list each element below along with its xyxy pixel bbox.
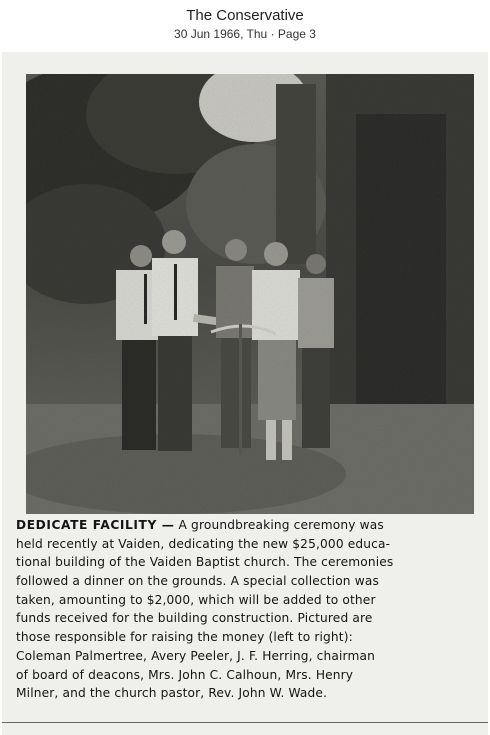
caption-line: Coleman Palmertree, Avery Peeler, J. F. Herring, chairman bbox=[16, 648, 375, 663]
caption-text: A groundbreaking ceremony was bbox=[178, 518, 384, 532]
newspaper-clipping bbox=[2, 52, 488, 735]
caption-line bbox=[16, 516, 486, 535]
caption-headline: DEDICATE FACILITY — bbox=[16, 518, 175, 532]
caption-line: Milner, and the church pastor, Rev. John W. Wade. bbox=[16, 686, 328, 701]
ceremony-photo bbox=[26, 74, 474, 514]
clipping-bottom-rule bbox=[2, 722, 488, 723]
caption-line: taken, amounting to $2,000, which will be added to other bbox=[16, 592, 376, 607]
newspaper-header bbox=[0, 0, 490, 52]
caption-line: held recently at Vaiden, dedicating the new $25,000 educa- bbox=[16, 536, 391, 551]
ceremony-photo-image bbox=[26, 74, 474, 514]
newspaper-title: The Conservative bbox=[186, 7, 304, 24]
caption-line: those responsible for raising the money (left to right): bbox=[16, 630, 353, 645]
caption-line: of board of deacons, Mrs. John C. Calhoun, Mrs. Henry bbox=[16, 667, 354, 682]
caption-line: followed a dinner on the grounds. A special collection was bbox=[16, 574, 379, 589]
caption-line: tional building of the Vaiden Baptist church. The ceremonies bbox=[16, 555, 394, 570]
issue-date-page: 30 Jun 1966, Thu · Page 3 bbox=[174, 27, 316, 41]
caption-line: funds received for the building construction. Pictured are bbox=[16, 611, 373, 626]
photo-caption bbox=[16, 516, 486, 703]
